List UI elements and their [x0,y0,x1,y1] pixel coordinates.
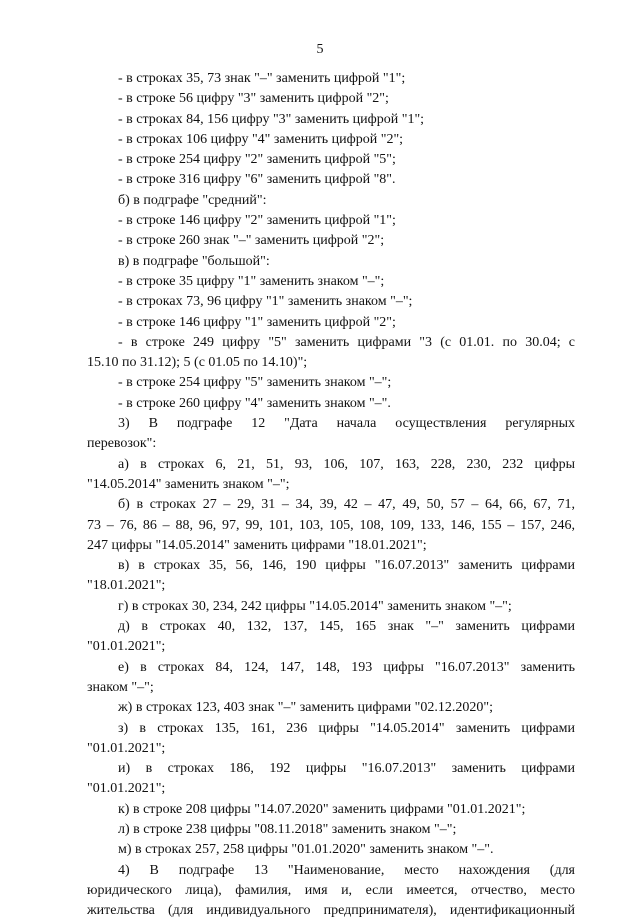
document-body [87,69,575,921]
text-line: - в строке 260 знак "–" заменить цифрой "2"; [118,233,385,249]
text-line: г) в строках 30, 234, 242 цифры "14.05.2014" заменить знаком "–"; [118,598,512,614]
text-line: знаком "–"; [87,679,154,695]
text-line: - в строке 35 цифру "1" заменить знаком "–"; [118,273,385,289]
text-line: "14.05.2014" заменить знаком "–"; [87,476,290,492]
text-line: з) в строках 135, 161, 236 цифры "14.05.2014" заменить цифрами [118,720,575,736]
text-line: - в строке 316 цифру "6" заменить цифрой "8". [118,172,396,188]
text-line: перевозок": [87,436,157,452]
text-line: юридического лица), фамилия, имя и, если имеется, отчество, место [87,882,575,898]
text-line: а) в строках 6, 21, 51, 93, 106, 107, 163, 228, 230, 232 цифры [118,456,575,472]
text-line: к) в строке 208 цифры "14.07.2020" заменить цифрами "01.01.2021"; [118,801,526,817]
text-line: "18.01.2021"; [87,578,166,594]
text-line: - в строках 106 цифру "4" заменить цифрой "2"; [118,131,404,147]
text-line: 3) В подграфе 12 "Дата начала осуществления регулярных [118,416,575,432]
subsection-heading: в) в подграфе "большой": [118,253,270,269]
text-line: - в строке 254 цифру "2" заменить цифрой "5"; [118,152,396,168]
text-line: - в строке 254 цифру "5" заменить знаком "–"; [118,375,392,391]
text-line: е) в строках 84, 124, 147, 148, 193 цифры "16.07.2013" заменить [118,659,575,675]
text-line: "01.01.2021"; [87,639,166,655]
text-line: 247 цифры "14.05.2014" заменить цифрами "18.01.2021"; [87,537,427,553]
text-line: м) в строках 257, 258 цифры "01.01.2020" заменить знаком "–". [118,842,494,858]
text-line: "01.01.2021"; [87,740,166,756]
text-line: - в строках 84, 156 цифру "3" заменить цифрой "1"; [118,111,425,127]
text-line: - в строке 146 цифру "1" заменить цифрой "2"; [118,314,396,330]
text-line: - в строке 249 цифру "5" заменить цифрами "3 (с 01.01. по 30.04; с [118,334,575,350]
text-line: 4) В подграфе 13 "Наименование, место нахождения (для [118,862,575,878]
text-line: - в строке 146 цифру "2" заменить цифрой "1"; [118,213,396,229]
text-line: в) в строках 35, 56, 146, 190 цифры "16.07.2013" заменить цифрами [118,558,575,574]
page-number: 5 [316,42,324,57]
text-line: б) в строках 27 – 29, 31 – 34, 39, 42 – 47, 49, 50, 57 – 64, 66, 67, 71, [118,497,575,513]
text-line: 15.10 по 31.12); 5 (с 01.05 по 14.10)"; [87,355,308,371]
text-line: л) в строке 238 цифры "08.11.2018" заменить знаком "–"; [118,821,457,837]
text-line: 73 – 76, 86 – 88, 96, 97, 99, 101, 103, 105, 108, 109, 133, 146, 155 – 157, 246, [87,517,575,533]
text-line: "01.01.2021"; [87,781,166,797]
text-line: д) в строках 40, 132, 137, 145, 165 знак "–" заменить цифрами [118,619,575,635]
text-line: и) в строках 186, 192 цифры "16.07.2013" заменить цифрами [118,761,575,777]
subsection-heading: б) в подграфе "средний": [118,192,267,208]
text-line: - в строке 56 цифру "3" заменить цифрой "2"; [118,91,389,107]
text-line: - в строках 35, 73 знак "–" заменить цифрой "1"; [118,71,406,86]
text-line: - в строках 73, 96 цифру "1" заменить знаком "–"; [118,294,413,310]
text-line: жительства (для индивидуального предпринимателя), идентификационный [87,903,575,919]
text-line: - в строке 260 цифру "4" заменить знаком "–". [118,395,391,411]
text-line: ж) в строках 123, 403 знак "–" заменить цифрами "02.12.2020"; [118,700,493,716]
